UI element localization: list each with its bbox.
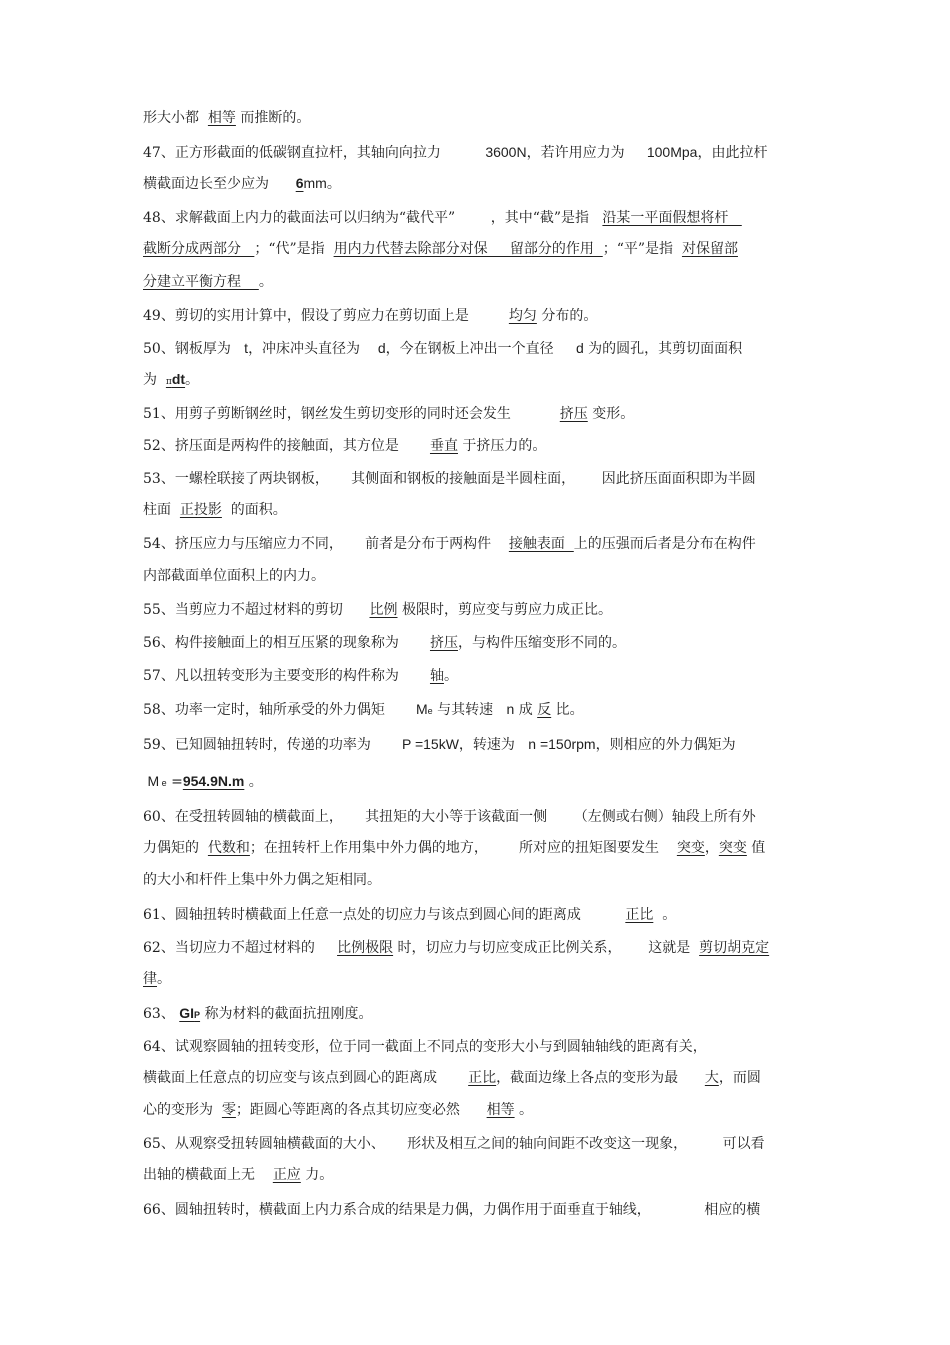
text-run: 变形。: [587, 406, 635, 422]
text-run: 比。: [551, 702, 584, 718]
text-run: =: [166, 774, 183, 790]
text-run: 值: [746, 840, 766, 856]
answer-blank: 用内力代替去除部分对保 留部分的作用: [333, 241, 603, 257]
text-line: [143, 500, 808, 520]
text-line: [143, 600, 808, 620]
text-run: 心的变形为: [143, 1102, 222, 1118]
text-run: ，则相应的外力偶矩为: [595, 737, 736, 753]
answer-blank: 截断分成两部分: [143, 241, 255, 257]
text-run: ，冲床冲头直径为: [248, 341, 378, 357]
answer-blank: 突变: [676, 840, 705, 856]
text-line: [143, 306, 808, 326]
text-line: [143, 1100, 808, 1120]
text-run: 63、: [143, 1006, 180, 1022]
text-run: ；距圆心等距离的各点其切应变必然: [235, 1102, 487, 1118]
text-run: ，与构件压缩变形不同的。: [457, 635, 626, 651]
text-run: 64、试观察圆轴的扭转变形，位于同一截面上不同点的变形大小与到圆轴轴线的距离有关，: [143, 1039, 707, 1055]
text-line: [143, 734, 808, 755]
answer-blank: 比例: [369, 602, 398, 618]
text-line: [143, 969, 808, 989]
answer-blank: 均匀: [508, 308, 537, 324]
text-run: M: [147, 773, 160, 789]
answer-blank: 6: [295, 175, 304, 191]
text-run: t: [244, 340, 249, 356]
text-run: e: [159, 778, 167, 788]
text-run: 。: [244, 774, 263, 790]
text-line: [143, 469, 808, 489]
text-line: [143, 771, 808, 793]
text-run: 。: [514, 1102, 534, 1118]
text-run: ；“代”是指: [254, 241, 334, 257]
text-run: 100Mpa: [646, 144, 698, 160]
text-run: 而推断的。: [235, 110, 311, 126]
text-line: [143, 369, 808, 392]
answer-blank: GI: [179, 1005, 195, 1021]
text-run: 56、构件接触面上的相互压紧的现象称为: [143, 635, 430, 651]
text-run: 上的压强而后者是分布在构件: [573, 536, 756, 552]
text-run: n: [506, 701, 515, 717]
text-line: [143, 1165, 808, 1185]
text-run: 内部截面单位面积上的内力。: [143, 568, 325, 584]
answer-blank: 律: [143, 971, 157, 987]
text-run: 于挤压力的。: [457, 438, 547, 454]
text-run: 出轴的横截面上无: [143, 1167, 273, 1183]
answer-blank: 对保留部: [681, 241, 738, 257]
answer-blank: 正比: [625, 907, 654, 923]
text-line: [143, 404, 808, 424]
text-line: [143, 534, 808, 554]
text-line: [143, 666, 808, 686]
answer-blank: 垂直: [429, 438, 458, 454]
text-run: 称为材料的截面抗扭刚度。: [200, 1006, 373, 1022]
text-line: [143, 633, 808, 653]
text-run: d: [575, 340, 584, 356]
text-run: 分布的。: [536, 308, 598, 324]
text-run: 。: [157, 971, 171, 987]
answer-blank: 相等: [207, 110, 236, 126]
answer-blank: 剪切胡克定: [699, 940, 770, 956]
answer-blank: 比例极限: [337, 940, 394, 956]
answer-blank: 正投影: [179, 502, 222, 518]
text-run: mm: [303, 175, 327, 191]
text-line: [143, 108, 808, 128]
text-run: 61、圆轴扭转时横截面上任意一点处的切应力与该点到圆心间的距离成: [143, 907, 626, 923]
text-line: [143, 1200, 808, 1220]
answer-blank: π: [165, 377, 172, 387]
text-line: [143, 870, 808, 890]
text-run: 54、挤压应力与压缩应力不同， 前者是分布于两构件: [143, 536, 509, 552]
answer-blank: 正应: [272, 1167, 301, 1183]
answer-blank: 反: [537, 702, 552, 718]
text-run: 横截面上任意点的切应变与该点到圆心的距离成: [143, 1070, 469, 1086]
text-line: [143, 838, 808, 858]
text-line: [143, 272, 808, 292]
text-run: M: [415, 701, 428, 717]
text-line: [143, 173, 808, 194]
text-run: 为: [143, 372, 166, 388]
answer-blank: dt: [171, 371, 186, 387]
text-run: ；在扭转杆上作用集中外力偶的地方， 所对应的扭矩图要发生: [249, 840, 677, 856]
text-run: ，若许用应力为: [526, 145, 647, 161]
text-run: 成: [514, 702, 538, 718]
answer-blank: 正比: [468, 1070, 497, 1086]
answer-blank: P: [194, 1010, 201, 1020]
answer-blank: 相等: [486, 1102, 515, 1118]
text-run: 47、正方形截面的低碳钢直拉杆，其轴向向拉力: [143, 145, 486, 161]
text-line: [143, 338, 808, 359]
text-run: ；“平”是指: [602, 241, 682, 257]
text-run: 。: [443, 668, 458, 684]
text-run: ，今在钢板上冲出一个直径: [385, 341, 576, 357]
text-run: 为的圆孔，其剪切面面积: [583, 341, 743, 357]
text-run: ，截面边缘上各点的变形为最: [496, 1070, 705, 1086]
text-run: 50、钢板厚为: [143, 341, 245, 357]
answer-blank: 大: [704, 1070, 719, 1086]
text-run: 51、用剪子剪断钢丝时，钢丝发生剪切变形的同时还会发生: [143, 406, 560, 422]
text-run: 极限时，剪应变与剪应力成正比。: [397, 602, 612, 618]
text-run: 。: [258, 274, 273, 290]
text-run: n =150rpm: [528, 736, 596, 752]
answer-blank: 分建立平衡方程: [143, 274, 259, 290]
text-line: [143, 1134, 808, 1154]
text-run: ，由此拉杆: [697, 145, 768, 161]
text-line: [143, 239, 808, 259]
text-run: ，: [704, 840, 719, 856]
text-line: [143, 142, 808, 163]
text-run: 52、挤压面是两构件的接触面，其方位是: [143, 438, 430, 454]
text-run: 力偶矩的: [143, 840, 208, 856]
text-run: 57、凡以扭转变形为主要变形的构件称为: [143, 668, 430, 684]
text-run: 横截面边长至少应为: [143, 176, 296, 192]
text-line: [143, 1068, 808, 1088]
text-run: 的大小和杆件上集中外力偶之矩相同。: [143, 872, 381, 888]
text-run: 53、一螺栓联接了两块钢板， 其侧面和钢板的接触面是半圆柱面， 因此挤压面面积即为半圆: [143, 471, 756, 487]
text-line: [143, 436, 808, 456]
text-run: ，而圆: [718, 1070, 761, 1086]
text-run: 62、当切应力不超过材料的: [143, 940, 338, 956]
text-run: 。: [185, 372, 200, 388]
answer-blank: 轴: [429, 668, 444, 684]
text-line: [143, 566, 808, 586]
text-run: P =15kW: [401, 736, 459, 752]
text-line: [143, 938, 808, 958]
text-line: [143, 208, 808, 228]
text-run: 48、求解截面上内力的截面法可以归纳为“截代平” ，其中“截”是指: [143, 210, 603, 226]
answer-blank: 挤压: [429, 635, 458, 651]
text-line: [143, 1003, 808, 1025]
answer-blank: 代数和: [207, 840, 250, 856]
text-run: d: [377, 340, 386, 356]
text-run: 形大小都: [143, 110, 208, 126]
text-run: 55、当剪应力不超过材料的剪切: [143, 602, 370, 618]
text-run: 与其转速: [432, 702, 507, 718]
text-run: 。: [653, 907, 677, 923]
text-run: 。: [326, 176, 341, 192]
text-line: [143, 807, 808, 827]
answer-blank: 突变: [718, 840, 747, 856]
text-run: 58、功率一定时，轴所承受的外力偶矩: [143, 702, 416, 718]
text-run: 的面积。: [221, 502, 287, 518]
text-line: [143, 1037, 808, 1057]
text-run: ，转速为: [458, 737, 529, 753]
answer-blank: 954.9N.m: [182, 773, 245, 789]
answer-blank: 沿某一平面假想将杆: [602, 210, 742, 226]
answer-blank: 零: [221, 1102, 236, 1118]
text-run: 力。: [300, 1167, 334, 1183]
text-run: 60、在受扭转圆轴的横截面上， 其扭矩的大小等于该截面一侧 （左侧或右侧）轴段上所有外: [143, 809, 756, 825]
text-line: [143, 905, 808, 925]
text-run: 柱面: [143, 502, 180, 518]
text-run: 65、从观察受扭转圆轴横截面的大小、 形状及相互之间的轴向间距不改变这一现象， 可以看: [143, 1136, 765, 1152]
text-run: e: [427, 706, 433, 716]
answer-blank: 挤压: [559, 406, 588, 422]
text-run: 59、已知圆轴扭转时，传递的功率为: [143, 737, 402, 753]
text-run: 66、圆轴扭转时，横截面上内力系合成的结果是力偶，力偶作用于面垂直于轴线， 相应的横: [143, 1202, 761, 1218]
answer-blank: 接触表面: [508, 536, 574, 552]
text-run: 3600N: [485, 144, 527, 160]
text-run: 49、剪切的实用计算中，假设了剪应力在剪切面上是: [143, 308, 509, 324]
text-run: 时，切应力与切应变成正比例关系， 这就是: [393, 940, 700, 956]
text-line: [143, 699, 808, 721]
